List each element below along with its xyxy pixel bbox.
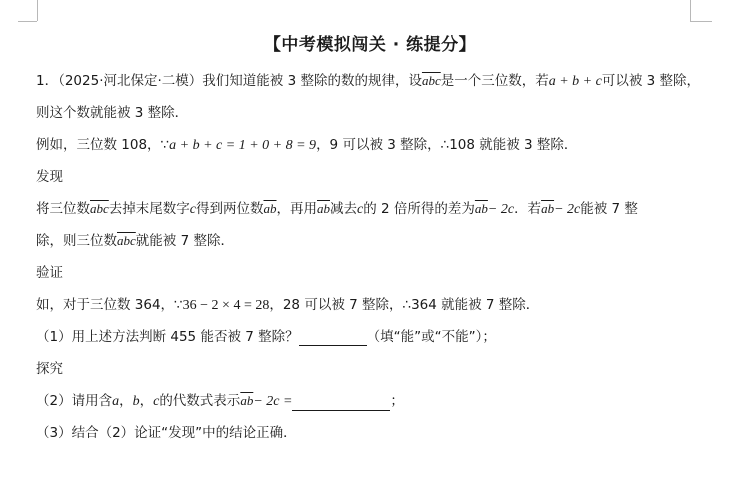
two-digit-number: $\overline{ab}$ bbox=[474, 201, 488, 216]
question-text: （1）用上述方法判断 455 能否被 7 整除？ bbox=[36, 329, 299, 345]
example-text: 例如，三位数 108，∵ bbox=[36, 137, 170, 153]
question-text: （2）请用含 bbox=[36, 393, 113, 409]
found-text: 能被 7 整 bbox=[580, 201, 638, 217]
three-digit-number: $\overline{abc}$ bbox=[421, 73, 441, 88]
answer-blank-1[interactable] bbox=[299, 331, 367, 346]
page-corner-mark bbox=[690, 20, 712, 22]
found-line-2 bbox=[36, 232, 234, 250]
answer-blank-2[interactable] bbox=[292, 396, 390, 411]
heading-verify: 验证 bbox=[36, 265, 63, 281]
page-corner-mark bbox=[18, 20, 37, 22]
found-text: 除，则三位数 bbox=[36, 233, 117, 249]
found-text: ．若 bbox=[514, 201, 542, 217]
question-text: （填“能”或“不能”）； bbox=[366, 329, 496, 345]
variable-b: b bbox=[132, 394, 140, 409]
found-text: 将三位数 bbox=[36, 201, 90, 217]
example-line bbox=[36, 136, 577, 155]
question-text: ； bbox=[390, 393, 404, 409]
variable-c: c bbox=[153, 394, 160, 409]
digit-sum-expression: a + b + c bbox=[548, 74, 602, 89]
found-text: 得到两位数 bbox=[196, 201, 264, 217]
problem-intro-text: 可以被 3 整除， bbox=[601, 73, 701, 89]
question-1 bbox=[36, 328, 496, 346]
example-text: ，9 可以被 3 整除，∴108 就能被 3 整除． bbox=[316, 137, 578, 153]
problem-intro-line bbox=[36, 72, 700, 91]
two-digit-number: $\overline{ab}$ bbox=[317, 201, 330, 216]
problem-intro-text: 是一个三位数，若 bbox=[440, 73, 549, 89]
heading-explore: 探究 bbox=[36, 361, 63, 377]
three-digit-number: $\overline{abc}$ bbox=[90, 201, 109, 216]
verify-expression: 36 − 2 × 4 = 28 bbox=[182, 298, 270, 313]
question-2 bbox=[36, 392, 404, 411]
verify-text: 如，对于三位数 364，∵ bbox=[36, 297, 183, 313]
page-title: 【中考模拟闯关 · 练提分】 bbox=[263, 35, 477, 55]
difference-expression: − 2c bbox=[487, 202, 515, 217]
variable-c: c bbox=[357, 202, 364, 217]
found-line-1 bbox=[36, 200, 638, 219]
heading-found: 发现 bbox=[36, 169, 63, 185]
variable-a: a bbox=[112, 394, 120, 409]
difference-expression: − 2c bbox=[554, 202, 581, 217]
difference-expression: − 2c = bbox=[253, 394, 293, 409]
found-text: 的 2 倍所得的差为 bbox=[363, 201, 475, 217]
three-digit-number: $\overline{abc}$ bbox=[117, 233, 136, 248]
question-text: ， bbox=[139, 393, 154, 409]
two-digit-number: $\overline{ab}$ bbox=[240, 393, 254, 408]
variable-c: c bbox=[189, 202, 196, 217]
found-text: 减去 bbox=[330, 201, 357, 217]
verify-text: ，28 可以被 7 整除，∴364 就能被 7 整除． bbox=[269, 297, 540, 313]
question-3: （3）结合（2）论证“发现”中的结论正确． bbox=[36, 425, 297, 441]
two-digit-number: $\overline{ab}$ bbox=[541, 201, 555, 216]
page-corner-mark bbox=[36, 0, 38, 21]
verify-line bbox=[36, 296, 539, 315]
found-text: 就能被 7 整除． bbox=[135, 233, 234, 249]
example-expression: a + b + c = 1 + 0 + 8 = 9 bbox=[169, 138, 317, 153]
problem-intro-line-2: 则这个数就能被 3 整除． bbox=[36, 105, 189, 121]
question-text: 的代数式表示 bbox=[159, 393, 241, 409]
problem-intro-text: 1．（2025·河北保定·二模）我们知道能被 3 整除的数的规律，设 bbox=[36, 73, 422, 89]
question-text: ， bbox=[119, 393, 133, 409]
found-text: 去掉末尾数字 bbox=[108, 201, 190, 217]
page-corner-mark bbox=[690, 0, 692, 21]
found-text: ，再用 bbox=[276, 201, 317, 217]
two-digit-number: $\overline{ab}$ bbox=[263, 201, 277, 216]
